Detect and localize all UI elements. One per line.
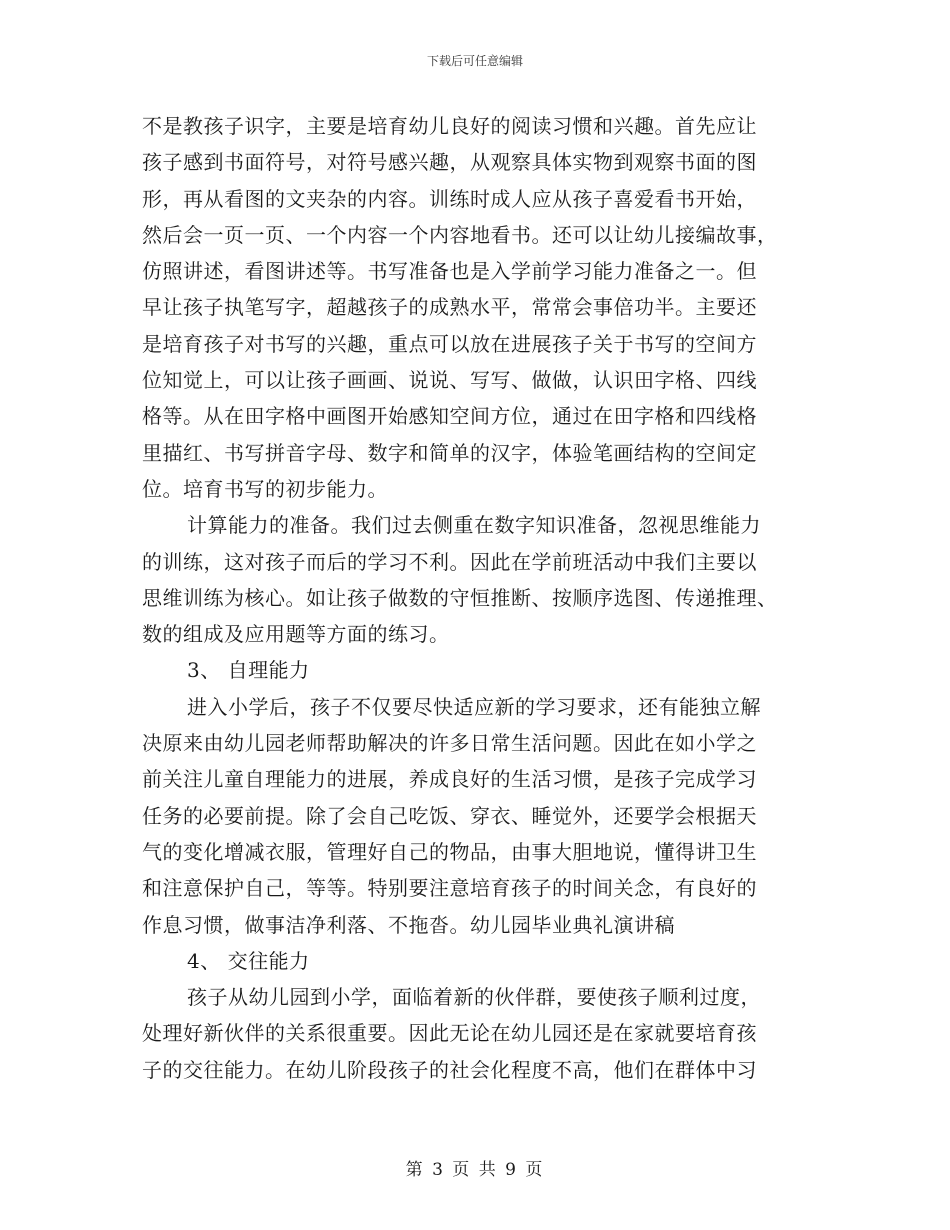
body-line: 不是教孩子识字，主要是培育幼儿良好的阅读习惯和兴趣。首先应让 xyxy=(142,114,757,138)
page-header: 下载后可任意编辑 xyxy=(426,54,523,68)
section-heading-self-care: 3、 自理能力 xyxy=(187,658,310,683)
body-line: 位知觉上，可以让孩子画画、说说、写写、做做，认识田字格、四线 xyxy=(142,368,757,393)
body-line: 处理好新伙伴的关系很重要。因此无论在幼儿园还是在家就要培育孩 xyxy=(142,1021,757,1046)
body-line: 数的组成及应用题等方面的练习。 xyxy=(142,622,450,647)
body-line: 子的交往能力。在幼儿阶段孩子的社会化程度不高，他们在群体中习 xyxy=(142,1057,757,1082)
body-line: 里描红、书写拼音字母、数字和简单的汉字，体验笔画结构的空间定 xyxy=(142,440,757,465)
page-number-footer: 第 3 页 共 9 页 xyxy=(405,1160,545,1180)
body-line: 早让孩子执笔写字，超越孩子的成熟水平，常常会事倍功半。主要还 xyxy=(142,295,757,320)
body-line: 决原来由幼儿园老师帮助解决的许多日常生活问题。因此在如小学之 xyxy=(142,731,757,756)
body-line: 前关注儿童自理能力的进展，养成良好的生活习惯，是孩子完成学习 xyxy=(142,767,757,792)
body-line: 位。培育书写的初步能力。 xyxy=(142,476,388,501)
paragraph-start-line: 计算能力的准备。我们过去侧重在数字知识准备，忽视思维能力 xyxy=(187,513,761,538)
body-line: 仿照讲述，看图讲述等。书写准备也是入学前学习能力准备之一。但 xyxy=(142,259,757,284)
body-line: 和注意保护自己，等等。特别要注意培育孩子的时间关念，有良好的 xyxy=(142,876,757,901)
paragraph-start-line: 孩子从幼儿园到小学，面临着新的伙伴群，要使孩子顺利过度， xyxy=(187,985,761,1010)
body-line: 是培育孩子对书写的兴趣，重点可以放在进展孩子关于书写的空间方 xyxy=(142,331,757,356)
paragraph-start-line: 进入小学后，孩子不仅要尽快适应新的学习要求，还有能独立解 xyxy=(187,694,761,719)
body-line: 然后会一页一页、一个内容一个内容地看书。还可以让幼儿接编故事， xyxy=(142,222,778,247)
body-line: 孩子感到书面符号，对符号感兴趣，从观察具体实物到观察书面的图 xyxy=(142,150,757,175)
body-line: 形，再从看图的文夹杂的内容。训练时成人应从孩子喜爱看书开始， xyxy=(142,186,757,211)
body-line: 思维训练为核心。如让孩子做数的守恒推断、按顺序选图、传递推理、 xyxy=(142,585,778,610)
body-line: 作息习惯，做事洁净利落、不拖沓。幼儿园毕业典礼演讲稿 xyxy=(142,912,675,937)
body-line: 气的变化增减衣服，管理好自己的物品，由事大胆地说，懂得讲卫生 xyxy=(142,839,757,864)
body-line: 的训练，这对孩子而后的学习不利。因此在学前班活动中我们主要以 xyxy=(142,549,757,574)
body-line: 格等。从在田字格中画图开始感知空间方位，通过在田字格和四线格 xyxy=(142,404,757,429)
document-body xyxy=(142,108,808,1088)
section-heading-social: 4、 交往能力 xyxy=(187,948,310,973)
body-line: 任务的必要前提。除了会自己吃饭、穿衣、睡觉外，还要学会根据天 xyxy=(142,803,757,828)
